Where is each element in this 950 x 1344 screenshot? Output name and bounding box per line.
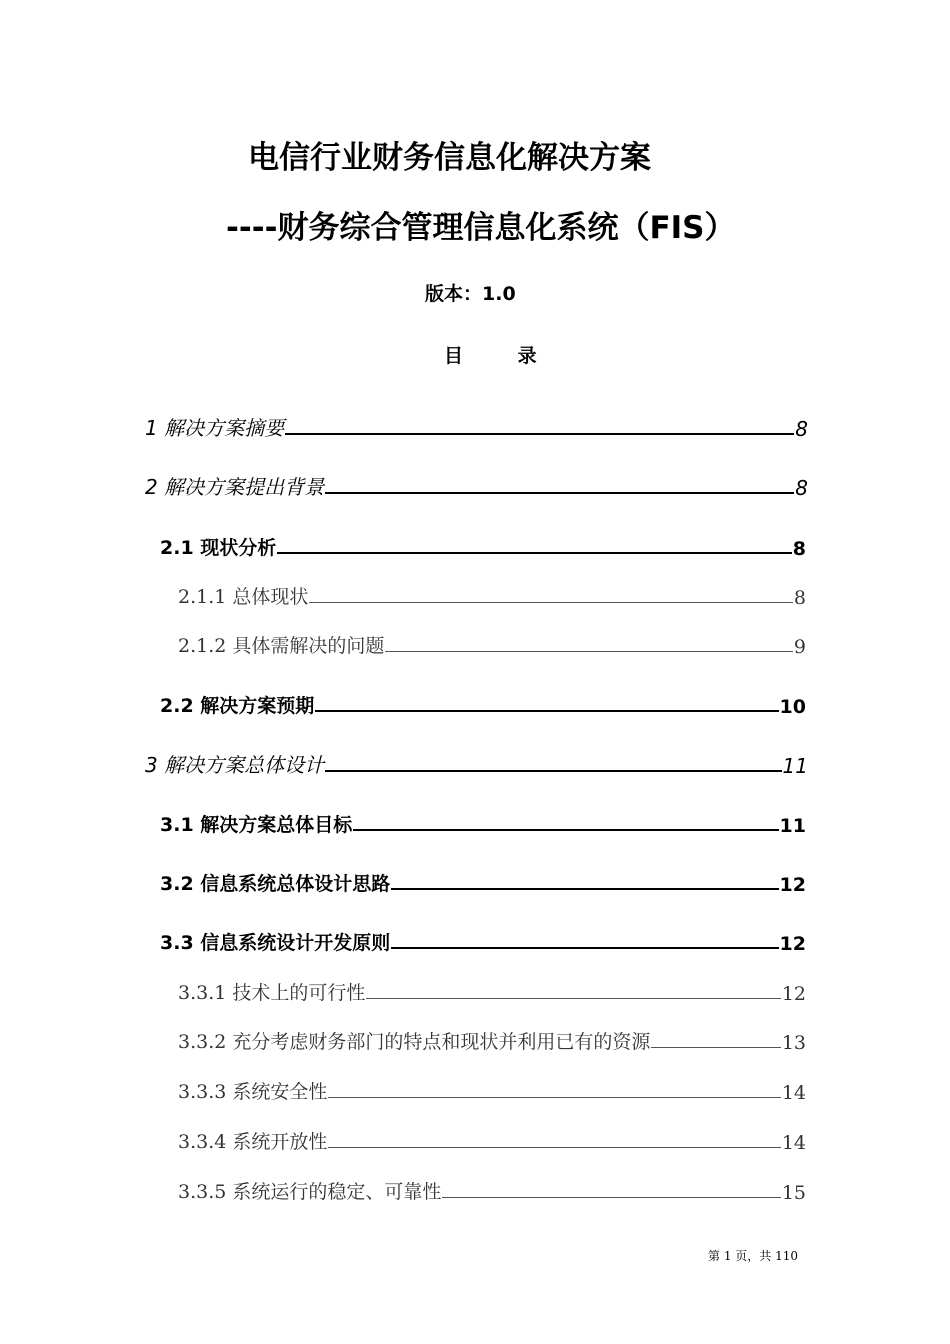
toc-page-number: 8 xyxy=(793,587,806,609)
toc-entry-label: 2.1.2 具体需解决的问题 xyxy=(178,635,385,657)
page-footer: 第 1 页，共 110 xyxy=(708,1249,798,1263)
toc-entry-label: 3.3.2 充分考虑财务部门的特点和现状并利用已有的资源 xyxy=(178,1031,651,1053)
toc-entry[interactable] xyxy=(160,688,806,718)
toc-leader xyxy=(353,828,778,831)
toc-leader xyxy=(328,1146,780,1148)
toc-entry-label: 1 解决方案摘要 xyxy=(145,416,285,440)
toc-page-number: 15 xyxy=(781,1182,806,1204)
toc-entry-label: 2.1 现状分析 xyxy=(160,537,277,559)
toc-leader xyxy=(309,601,793,603)
toc-leader xyxy=(328,1096,780,1098)
toc-entry-label: 3 解决方案总体设计 xyxy=(145,753,325,777)
toc-page-number: 10 xyxy=(779,696,806,718)
toc-leader xyxy=(366,997,780,999)
toc-entry-label: 2 解决方案提出背景 xyxy=(145,475,325,499)
toc-page-number: 11 xyxy=(779,815,806,837)
toc-page-number: 14 xyxy=(781,1082,806,1104)
toc-leader xyxy=(325,491,794,494)
toc-page-number: 12 xyxy=(781,983,806,1005)
toc-entry[interactable] xyxy=(178,1024,806,1054)
toc-page-number: 13 xyxy=(781,1032,806,1054)
toc-leader xyxy=(442,1196,780,1198)
toc-page-number: 8 xyxy=(792,538,806,560)
toc-entry[interactable] xyxy=(178,579,806,609)
toc-entry[interactable] xyxy=(145,470,808,500)
toc-entry[interactable] xyxy=(178,628,806,658)
toc-entry[interactable] xyxy=(160,530,806,560)
toc-entry-label: 3.3.4 系统开放性 xyxy=(178,1131,328,1153)
toc-leader xyxy=(285,432,794,435)
toc-page-number: 8 xyxy=(795,417,808,441)
toc-page-number: 9 xyxy=(793,636,806,658)
toc-heading: 目 录 xyxy=(444,345,561,367)
toc-leader xyxy=(325,769,781,772)
toc-entry-label: 3.1 解决方案总体目标 xyxy=(160,814,353,836)
toc-leader xyxy=(391,887,778,890)
document-subtitle: ----财务综合管理信息化系统（FIS） xyxy=(226,210,736,246)
document-title: 电信行业财务信息化解决方案 xyxy=(248,140,651,176)
toc-page-number: 8 xyxy=(795,476,808,500)
toc-page-number: 11 xyxy=(782,754,808,778)
toc-entry[interactable] xyxy=(178,1074,806,1104)
toc-entry-label: 3.3 信息系统设计开发原则 xyxy=(160,932,391,954)
toc-entry-label: 3.2 信息系统总体设计思路 xyxy=(160,873,391,895)
toc-page-number: 12 xyxy=(779,933,806,955)
toc-entry[interactable] xyxy=(178,1124,806,1154)
toc-leader xyxy=(385,650,793,652)
toc-leader xyxy=(651,1046,780,1048)
toc-entry[interactable] xyxy=(178,1174,806,1204)
toc-entry-label: 3.3.3 系统安全性 xyxy=(178,1081,328,1103)
version-label: 版本：1.0 xyxy=(425,283,516,305)
toc-entry[interactable] xyxy=(160,866,806,896)
toc-leader xyxy=(277,551,791,554)
toc-entry[interactable] xyxy=(160,807,806,837)
toc-page-number: 14 xyxy=(781,1132,806,1154)
toc-entry-label: 3.3.1 技术上的可行性 xyxy=(178,982,366,1004)
toc-entry-label: 2.2 解决方案预期 xyxy=(160,695,315,717)
toc-page-number: 12 xyxy=(779,874,806,896)
toc-entry[interactable] xyxy=(160,925,806,955)
toc-entry[interactable] xyxy=(145,748,808,778)
toc-entry[interactable] xyxy=(178,975,806,1005)
toc-entry[interactable] xyxy=(145,411,808,441)
toc-leader xyxy=(391,946,778,949)
toc-entry-label: 2.1.1 总体现状 xyxy=(178,586,309,608)
toc-leader xyxy=(315,709,778,712)
toc-entry-label: 3.3.5 系统运行的稳定、可靠性 xyxy=(178,1181,442,1203)
